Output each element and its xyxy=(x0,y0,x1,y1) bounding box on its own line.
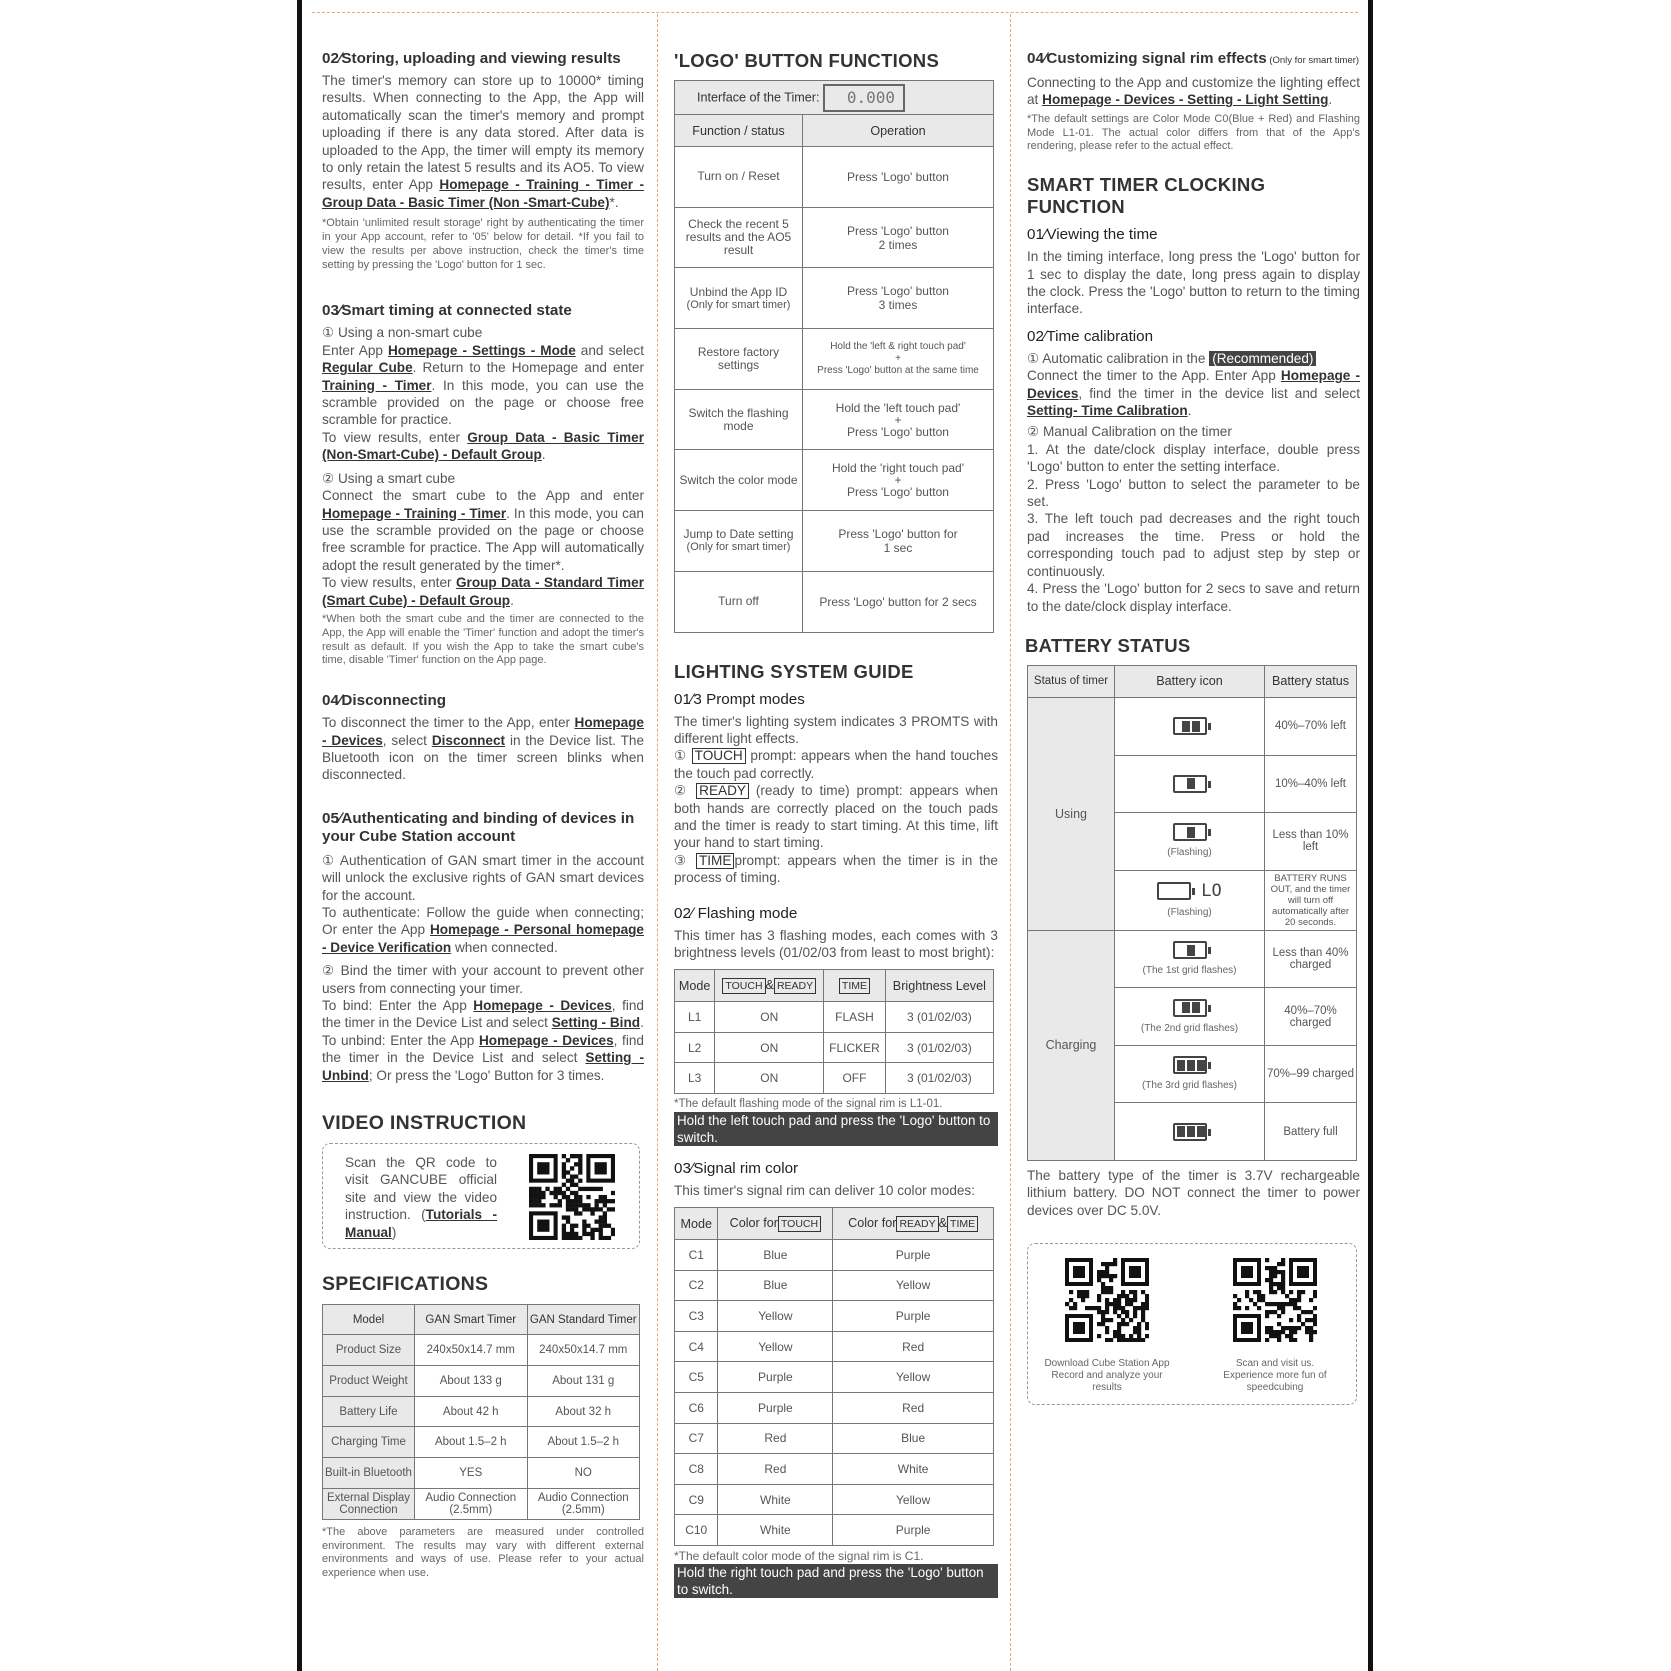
battery-caption: (Flashing) xyxy=(1167,907,1212,919)
color-row xyxy=(675,1515,994,1546)
devices-link[interactable]: Homepage - Devices xyxy=(1027,368,1360,401)
prompt-modes-title: 01∕3 Prompt modes xyxy=(674,690,805,708)
flash-cell: FLICKER xyxy=(824,1032,885,1063)
battery-icon-cell xyxy=(1115,1045,1265,1103)
video-text: Scan the QR code to visit GANCUBE official site and view the video instruction. (Tutorials - Manual) xyxy=(345,1155,497,1240)
color-row xyxy=(675,1270,994,1301)
color-cell: Yellow xyxy=(718,1301,833,1332)
devices-link[interactable]: Homepage - Devices xyxy=(478,1032,614,1048)
device-verification-link[interactable]: Homepage - Personal homepage - Device Verification xyxy=(322,922,644,955)
operation-cell: Press 'Logo' button 3 times xyxy=(803,268,994,329)
function-cell: Check the recent 5 results and the AO5 result xyxy=(675,207,803,268)
battery-status-cell: 40%–70% charged xyxy=(1265,988,1357,1046)
column-divider xyxy=(657,14,658,1671)
bind-how: To bind: Enter the App Homepage - Devices, find the timer in the Device List and select Setting - Bind. xyxy=(322,998,644,1031)
flash-cell: 3 (01/02/03) xyxy=(885,1032,993,1063)
color-row xyxy=(675,1423,994,1454)
battery-caption: (Flashing) xyxy=(1167,847,1212,859)
color-cell: C1 xyxy=(675,1240,718,1271)
unbind-how: To unbind: Enter the App Homepage - Devices, find the timer in the Device List and select Setting - Unbind; Or press the 'Logo' Button for 3 times. xyxy=(322,1032,644,1083)
training-timer-link[interactable]: Homepage - Training - Timer xyxy=(322,505,507,521)
logo-row xyxy=(675,450,994,511)
manual-calibration: ② Manual Calibration on the timer xyxy=(1027,424,1232,440)
color-table: Mode Color for TOUCH Color for READY & TIME C1 Blue Purple C2 Blue Yellow C3 Yellow Purple C4 Yellow Red C5 Purple Yellow C6 Purple Red C7 Red Blue C8 Red White C9 White Yellow C10 White Purple xyxy=(674,1207,994,1546)
flash-row xyxy=(675,1063,994,1094)
battery-status-cell: 10%–40% left xyxy=(1265,755,1357,813)
setting-unbind-link[interactable]: Setting - Unbind xyxy=(322,1050,644,1083)
smart-text: Connect the smart cube to the App and enter Homepage - Training - Timer. In this mode, you can use the scramble provided on the page or choose free scramble for practice. The App will automatically adopt the result generated by the timer*. xyxy=(322,488,644,573)
smart-view: To view results, enter Group Data - Standard Timer (Smart Cube) - Default Group. xyxy=(322,575,644,608)
basic-timer-group-link[interactable]: Group Data - Basic Timer (Non-Smart-Cube) - Default Group xyxy=(322,429,644,463)
status-using: Using xyxy=(1028,697,1115,930)
spec-cell: Audio Connection (2.5mm) xyxy=(527,1489,640,1520)
battery-icon xyxy=(1157,882,1191,900)
spec-cell: Charging Time xyxy=(323,1427,415,1458)
spec-row xyxy=(323,1427,640,1458)
disconnect-text: To disconnect the timer to the App, enter Homepage - Devices, select Disconnect in the Device list. The Bluetooth icon on the timer screen blinks when disconnected. xyxy=(322,715,645,783)
bind-text: ② Bind the timer with your account to prevent other users from connecting your timer. xyxy=(322,963,644,996)
time-calibration-link[interactable]: Setting- Time Calibration xyxy=(1027,403,1188,419)
nonsmart-head: ① Using a non-smart cube xyxy=(322,325,483,341)
storing-note: *Obtain 'unlimited result storage' right by authenticating the timer in your App account, refer to '05' below for detail. *If you fail to view the results per above instruction, check the timer's time setting by pressing the 'Logo' button for 1 sec. xyxy=(322,217,644,271)
operation-cell: Hold the 'right touch pad' + Press 'Logo' button xyxy=(803,450,994,511)
color-row xyxy=(675,1454,994,1485)
column-2 xyxy=(662,14,998,1671)
smart-head: ② Using a smart cube xyxy=(322,470,456,486)
color-cell: Red xyxy=(718,1454,833,1485)
battery-row xyxy=(1028,697,1357,755)
flash-cell: ON xyxy=(715,1063,824,1094)
color-cell: Blue xyxy=(718,1240,833,1271)
battery-caption: (The 3rd grid flashes) xyxy=(1141,1080,1238,1092)
flash-cell: L3 xyxy=(675,1063,715,1094)
battery-icon-cell xyxy=(1115,813,1265,871)
spec-row xyxy=(323,1458,640,1489)
settings-mode-link[interactable]: Homepage - Settings - Mode xyxy=(387,342,576,358)
function-cell: Turn on / Reset xyxy=(675,147,803,208)
color-cell: C9 xyxy=(675,1484,718,1515)
spec-cell: NO xyxy=(527,1458,640,1489)
spec-title: SPECIFICATIONS xyxy=(322,1273,489,1296)
operation-cell: Hold the 'left & right touch pad' + Press 'Logo' button at the same time xyxy=(803,329,994,390)
function-cell: Turn off xyxy=(675,571,803,632)
nonsmart-text: Enter App Homepage - Settings - Mode and select Regular Cube. Return to the Homepage and enter Training - Timer. In this mode, you can use the scramble provided on the page or choose free scramble for practice. xyxy=(322,342,644,428)
battery-caption: (The 2nd grid flashes) xyxy=(1140,1022,1239,1034)
site-qr-caption: Scan and visit us. Experience more fun of speedcubing xyxy=(1223,1358,1327,1394)
section-title: 04∕Customizing signal rim effects (Only for smart timer) xyxy=(1027,50,1360,67)
spec-row xyxy=(323,1396,640,1427)
battery-icon xyxy=(1173,717,1207,735)
battery-icon xyxy=(1173,1056,1207,1074)
flash-row xyxy=(675,1002,994,1033)
color-cell: Purple xyxy=(833,1301,994,1332)
spec-cell: About 32 h xyxy=(527,1396,640,1427)
flash-cell: OFF xyxy=(824,1063,885,1094)
column-3 xyxy=(1015,14,1360,1671)
function-cell: Unbind the App ID (Only for smart timer) xyxy=(675,268,803,329)
color-row xyxy=(675,1393,994,1424)
spec-cell: Battery Life xyxy=(323,1396,415,1427)
timer-display: 0.000 xyxy=(823,84,905,112)
flashing-highlight: Hold the left touch pad and press the 'Logo' button to switch. xyxy=(674,1112,998,1146)
standard-timer-group-link[interactable]: Group Data - Standard Timer (Smart Cube) - Default Group xyxy=(322,575,644,608)
battery-status-cell: Battery full xyxy=(1265,1103,1357,1161)
logo-header-cell: Function / status xyxy=(675,115,803,147)
smart-note: *When both the smart cube and the timer are connected to the App, the App will enable the 'Timer' function and adopt the timer's result as default. If you wish the App to take the smart cube's time, disable 'Timer' function on the App page. xyxy=(322,612,644,667)
spec-row xyxy=(323,1489,640,1520)
operation-cell: Press 'Logo' button for 2 secs xyxy=(803,571,994,632)
color-row xyxy=(675,1301,994,1332)
qr-box xyxy=(1027,1243,1357,1405)
color-cell: Red xyxy=(833,1331,994,1362)
lo-glyph: LO xyxy=(1201,881,1222,902)
logo-row xyxy=(675,329,994,390)
column-1 xyxy=(310,14,644,1671)
color-cell: C3 xyxy=(675,1301,718,1332)
color-note: *The default color mode of the signal rim is C1. xyxy=(674,1549,924,1564)
logo-row xyxy=(675,571,994,632)
devices-link[interactable]: Homepage - Devices xyxy=(473,998,612,1013)
customize-text: Connecting to the App and customize the lighting effect at Homepage - Devices - Setting - Light Setting. xyxy=(1027,75,1360,108)
training-timer-link[interactable]: Training - Timer xyxy=(322,377,432,393)
site-qr-code[interactable] xyxy=(1233,1258,1317,1342)
rim-color-title: 03∕Signal rim color xyxy=(674,1159,799,1177)
section-title: 02∕Storing, uploading and viewing results xyxy=(322,50,621,67)
color-cell: Red xyxy=(718,1423,833,1454)
setting-bind-link[interactable]: Setting - Bind xyxy=(551,1015,641,1031)
color-cell: Red xyxy=(833,1393,994,1424)
color-cell: C7 xyxy=(675,1423,718,1454)
auto-calibration-steps: Connect the timer to the App. Enter App Homepage - Devices, find the timer in the device list and select Setting- Time Calibration. xyxy=(1027,368,1360,419)
light-setting-link[interactable]: Homepage - Devices - Setting - Light Setting xyxy=(1042,92,1329,108)
battery-icon-cell xyxy=(1115,988,1265,1046)
column-divider xyxy=(1010,14,1011,1671)
color-cell: White xyxy=(833,1454,994,1485)
prompt-intro: The timer's lighting system indicates 3 PROMTS with different light effects. xyxy=(674,713,998,746)
battery-icon xyxy=(1173,823,1207,841)
color-highlight: Hold the right touch pad and press the 'Logo' button to switch. xyxy=(674,1564,998,1598)
spec-cell: Product Size xyxy=(323,1335,415,1366)
flash-cell: 3 (01/02/03) xyxy=(885,1063,993,1094)
color-cell: Yellow xyxy=(718,1331,833,1362)
status-charging: Charging xyxy=(1028,930,1115,1160)
spec-row xyxy=(323,1365,640,1396)
battery-icon-cell xyxy=(1115,697,1265,755)
color-cell: Yellow xyxy=(833,1362,994,1393)
storing-text: The timer's memory can store up to 10000* timing results. When connecting to the App, the App will automatically scan the timer's memory and prompt uploading if there is any data stored. After data is uploaded to the App, the timer will empty its memory to only retain the latest 5 results and its AO5. To view results, enter App Homepage - Training - Timer - Group Data - Basic Timer (Non -Smart-Cube)*. xyxy=(322,73,644,210)
battery-status-cell: BATTERY RUNS OUT, and the timer will turn off automatically after 20 seconds. xyxy=(1265,870,1357,930)
color-cell: Purple xyxy=(718,1393,833,1424)
regular-cube-link[interactable]: Regular Cube xyxy=(322,360,413,376)
color-cell: Yellow xyxy=(833,1484,994,1515)
calibration-title: 02∕Time calibration xyxy=(1027,327,1154,345)
spec-cell: 240x50x14.7 mm xyxy=(415,1335,528,1366)
spec-cell: About 1.5–2 h xyxy=(415,1427,528,1458)
battery-icon xyxy=(1173,775,1207,793)
recommended-badge: (Recommended) xyxy=(1209,351,1316,366)
manual-step: 4. Press the 'Logo' button for 2 secs to save and return to the date/clock display interface. xyxy=(1027,581,1360,614)
battery-caption: (The 1st grid flashes) xyxy=(1142,965,1237,976)
battery-status-cell: 70%–99 charged xyxy=(1265,1045,1357,1103)
logo-row xyxy=(675,389,994,450)
color-cell: Blue xyxy=(718,1270,833,1301)
flash-cell: L2 xyxy=(675,1032,715,1063)
spec-cell: Audio Connection (2.5mm) xyxy=(415,1489,528,1520)
battery-status-cell: Less than 10% left xyxy=(1265,813,1357,871)
storing-link[interactable]: Homepage - Training - Timer - Group Data - Basic Timer (Non -Smart-Cube) xyxy=(322,177,644,210)
function-cell: Switch the color mode xyxy=(675,450,803,511)
color-row xyxy=(675,1331,994,1362)
lighting-title: LIGHTING SYSTEM GUIDE xyxy=(674,660,914,682)
spec-cell: Built-in Bluetooth xyxy=(323,1458,415,1489)
spec-cell: YES xyxy=(415,1458,528,1489)
color-row xyxy=(675,1484,994,1515)
logo-row xyxy=(675,207,994,268)
color-cell: Yellow xyxy=(833,1270,994,1301)
spec-row xyxy=(323,1335,640,1366)
prompt-touch: ① TOUCH prompt: appears when the hand touches the touch pad correctly. xyxy=(674,748,998,781)
spec-cell: About 42 h xyxy=(415,1396,528,1427)
video-qr-code[interactable] xyxy=(529,1154,615,1240)
spec-note: *The above parameters are measured under controlled environment. The results may vary with different external environments and ways of use. Please refer to your actual experience when use. xyxy=(322,1525,644,1580)
logo-row xyxy=(675,147,994,208)
section-title: 03∕Smart timing at connected state xyxy=(322,302,572,320)
color-cell: White xyxy=(718,1484,833,1515)
battery-row xyxy=(1028,930,1357,988)
section-title: 04∕Disconnecting xyxy=(322,692,447,710)
color-cell: Purple xyxy=(718,1362,833,1393)
color-cell: C8 xyxy=(675,1454,718,1485)
spec-cell: Product Weight xyxy=(323,1365,415,1396)
color-row xyxy=(675,1362,994,1393)
spec-cell: External Display Connection xyxy=(323,1489,415,1520)
app-qr-code[interactable] xyxy=(1065,1258,1149,1342)
spec-cell: About 133 g xyxy=(415,1365,528,1396)
flash-cell: ON xyxy=(715,1032,824,1063)
top-dashed-rule xyxy=(312,12,1358,13)
nonsmart-view: To view results, enter Group Data - Basic Timer (Non-Smart-Cube) - Default Group. xyxy=(322,429,644,463)
auto-calibration: ① Automatic calibration in the (Recommended) xyxy=(1027,350,1360,367)
spec-header-cell: GAN Smart Timer xyxy=(415,1305,528,1335)
interface-row: Interface of the Timer: 0.000 xyxy=(675,81,994,115)
color-cell: C4 xyxy=(675,1331,718,1362)
manual-step: 2. Press 'Logo' button to select the parameter to be set. xyxy=(1027,476,1360,510)
battery-icon-cell xyxy=(1115,755,1265,813)
flash-cell: ON xyxy=(715,1002,824,1033)
spec-cell: About 131 g xyxy=(527,1365,640,1396)
operation-cell: Hold the 'left touch pad' + Press 'Logo' button xyxy=(803,389,994,450)
battery-icon-cell xyxy=(1115,1103,1265,1161)
logo-title: 'LOGO' BUTTON FUNCTIONS xyxy=(674,50,940,71)
function-cell: Switch the flashing mode xyxy=(675,389,803,450)
flashing-table: Mode TOUCH & READY TIME Brightness Level L1 ON FLASH 3 (01/02/03) L2 ON FLICKER 3 (01/02/03) L3 ON OFF 3 (01/02/03) xyxy=(674,969,994,1094)
color-cell: C2 xyxy=(675,1270,718,1301)
viewing-time-title: 01∕Viewing the time xyxy=(1027,226,1158,244)
battery-icon-cell xyxy=(1115,930,1265,988)
flashing-intro: This timer has 3 flashing modes, each comes with 3 brightness levels (01/02/03 from least to most bright): xyxy=(674,927,998,960)
logo-row xyxy=(675,511,994,572)
battery-note: The battery type of the timer is 3.7V rechargeable lithium battery. DO NOT connect the timer to power devices over DC 5.0V. xyxy=(1027,1168,1360,1218)
color-cell: C10 xyxy=(675,1515,718,1546)
battery-table: Status of timer Battery icon Battery status Using 40%–70% left 10%–40% left (Flashing) Less than 10% left LO (Flashing) BATTERY RUNS OUT, and the timer will turn off automatically after 20 seconds. Charging (The 1st grid flashes) Less than 40% charged (The 2nd grid flashes) 40%–70% charged (The 3rd grid flashes) 70%–99 charged Battery full xyxy=(1027,665,1357,1161)
manual-page xyxy=(297,0,1373,1671)
disconnect-link[interactable]: Disconnect xyxy=(431,732,506,748)
battery-status-cell: Less than 40% charged xyxy=(1265,930,1357,988)
color-cell: Blue xyxy=(833,1423,994,1454)
color-cell: C5 xyxy=(675,1362,718,1393)
auth-text: ① Authentication of GAN smart timer in the account will unlock the exclusive rights of GAN smart devices for the account. xyxy=(322,852,644,903)
manual-step: 1. At the date/clock display interface, double press 'Logo' button to enter the setting interface. xyxy=(1027,441,1360,475)
battery-title: BATTERY STATUS xyxy=(1025,634,1191,656)
operation-cell: Press 'Logo' button 2 times xyxy=(803,207,994,268)
spec-table xyxy=(322,1304,640,1520)
spec-cell: 240x50x14.7 mm xyxy=(527,1335,640,1366)
flash-cell: 3 (01/02/03) xyxy=(885,1002,993,1033)
logo-header-cell: Operation xyxy=(803,115,994,147)
customize-note: *The default settings are Color Mode C0(Blue + Red) and Flashing Mode L1-01. The actual color differs from that of the App's rendering, please refer to the actual effect. xyxy=(1027,112,1360,153)
operation-cell: Press 'Logo' button for 1 sec xyxy=(803,511,994,572)
color-cell: C6 xyxy=(675,1393,718,1424)
section-title: 05∕Authenticating and binding of devices in your Cube Station account xyxy=(322,809,635,845)
spec-header-cell: GAN Standard Timer xyxy=(527,1305,640,1335)
prompt-ready: ② READY (ready to time) prompt: appears when both hands are correctly placed on the touch pads and the timer is ready to start timing. At this time, lift your hand to start timing. xyxy=(674,783,998,851)
viewing-time-text: In the timing interface, long press the 'Logo' button for 1 sec to display the date, long press again to display the clock. Press the 'Logo' button to return to the timing interface. xyxy=(1027,249,1360,317)
flash-cell: L1 xyxy=(675,1002,715,1033)
manual-step: 3. The left touch pad decreases and the right touch pad increases the time. Press or hold the corresponding touch pad to adjust step by step or continuously. xyxy=(1027,511,1360,579)
logo-table xyxy=(674,80,994,633)
flash-row xyxy=(675,1032,994,1063)
video-title: VIDEO INSTRUCTION xyxy=(322,1112,527,1135)
rim-color-intro: This timer's signal rim can deliver 10 color modes: xyxy=(674,1182,976,1198)
color-row xyxy=(675,1240,994,1271)
spec-cell: About 1.5–2 h xyxy=(527,1427,640,1458)
battery-status-cell: 40%–70% left xyxy=(1265,697,1357,755)
battery-icon xyxy=(1173,999,1207,1017)
app-qr-caption: Download Cube Station App Record and analyze your results xyxy=(1044,1358,1170,1394)
color-cell: Purple xyxy=(833,1515,994,1546)
spec-header-cell: Model xyxy=(323,1305,415,1335)
prompt-time: ③ TIME prompt: appears when the timer is in the process of timing. xyxy=(674,852,998,886)
devices-link[interactable]: Homepage - Devices xyxy=(322,715,644,748)
auth-how: To authenticate: Follow the guide when connecting; Or enter the App Homepage - Personal homepage - Device Verification when connected. xyxy=(322,904,644,955)
flashing-title: 02∕ Flashing mode xyxy=(674,904,798,922)
logo-row xyxy=(675,268,994,329)
battery-icon-cell xyxy=(1115,870,1265,930)
function-cell: Restore factory settings xyxy=(675,329,803,390)
color-cell: White xyxy=(718,1515,833,1546)
flashing-note: *The default flashing mode of the signal rim is L1-01. xyxy=(674,1097,943,1110)
color-cell: Purple xyxy=(833,1240,994,1271)
battery-icon xyxy=(1173,941,1207,959)
function-cell: Jump to Date setting (Only for smart timer) xyxy=(675,511,803,572)
smart-clock-title: SMART TIMER CLOCKING FUNCTION xyxy=(1027,174,1266,218)
flash-cell: FLASH xyxy=(824,1002,885,1033)
tutorials-manual-link[interactable]: Tutorials - Manual xyxy=(345,1207,497,1240)
operation-cell: Press 'Logo' button xyxy=(803,147,994,208)
battery-icon xyxy=(1173,1123,1207,1141)
video-box xyxy=(322,1143,640,1249)
